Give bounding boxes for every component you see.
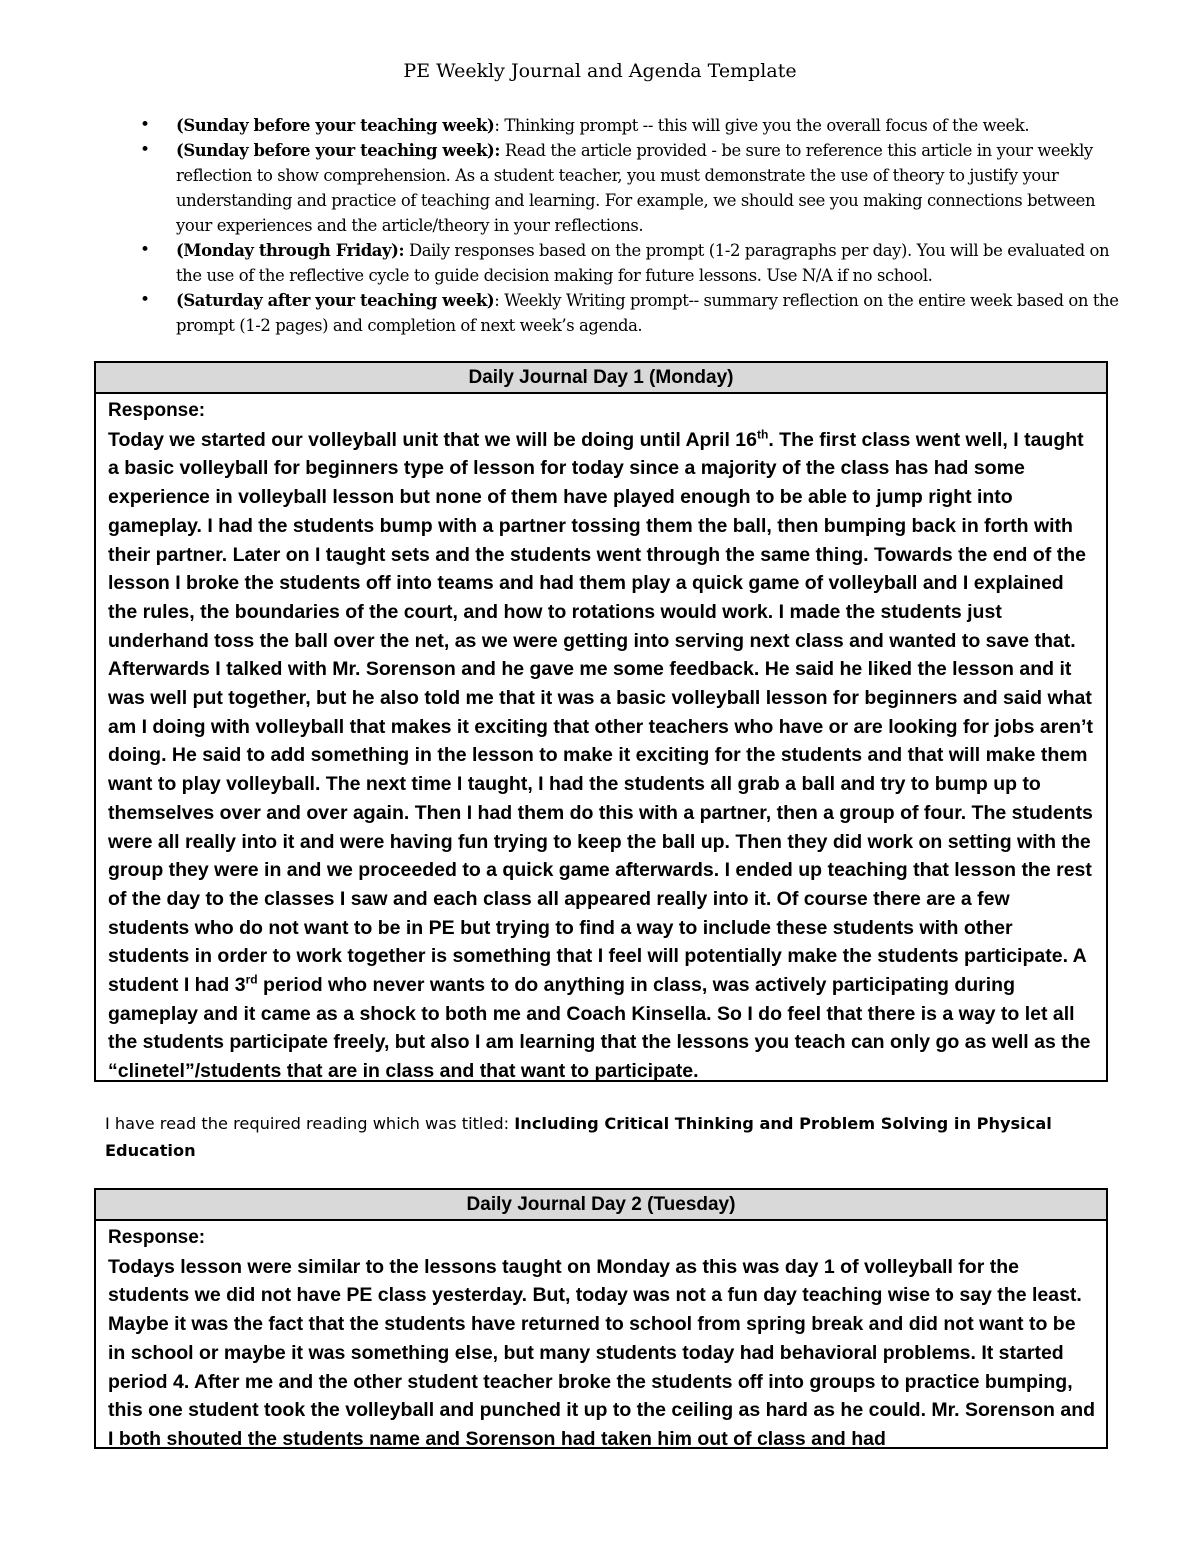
journal-day1-header: Daily Journal Day 1 (Monday): [96, 363, 1106, 394]
bullet-icon: •: [140, 140, 150, 160]
journal-day2-body: [96, 1221, 1106, 1454]
bullet-text: : Weekly Writing prompt-- summary reflection on the entire week based on the prompt (1-2 pages) and completion of next week’s agenda.: [176, 291, 1119, 335]
reading-prefix: I have read the required reading which was titled:: [105, 1114, 515, 1133]
response-text-part: . The first class went well, I taught a basic volleyball for beginners type of lesson for today since a majority of the class has had some experience in volleyball lesson but none of them have played enough to be able to jump right into gameplay. I had the students bump with a partner tossing them the ball, then bumping back in forth with their partner. Later on I taught sets and the students went through the same thing. Towards the end of the lesson I broke the students off into teams and had them play a quick game of volleyball and I explained the rules, the boundaries of the court, and how to rotations would work. I made the students just underhand toss the ball over the net, as we were getting into serving next class and wanted to save that. Afterwards I talked with Mr. Sorenson and he gave me some feedback. He said he liked the lesson and it was well put together, but he also told me that it was a basic volleyball lesson for beginners and said what am I doing with volleyball that makes it exciting that other teachers who have or are looking for jobs aren’t doing. He said to add something in the lesson to make it exciting for the students and that will make them want to play volleyball. The next time I taught, I had the students all grab a ball and try to bump up to themselves over and over again. Then I had them do this with a partner, then a group of four. The students were all really into it and were having fun trying to keep the ball up. Then they did work on setting with the group they were in and we proceeded to a quick game afterwards. I ended up teaching that lesson the rest of the day to the classes I saw and each class all appeared really into it. Of course there are a few students who do not want to be in PE but trying to find a way to include these students with other students in order to work together is something that I feel will potentially make the students participate. A student I had 3: [108, 428, 1093, 997]
bullet-text: Read the article provided - be sure to reference this article in your weekly reflection to show comprehension. As a student teacher, you must demonstrate the use of theory to justify your understanding and practice of teaching and learning. For example, we should see you making connections between your experiences and the article/theory in your reflections.: [176, 141, 1096, 235]
bullet-icon: •: [140, 240, 150, 260]
response-label: Response:: [108, 1227, 206, 1248]
bullet-heading: (Monday through Friday):: [176, 241, 405, 260]
response-text-part: period who never wants to do anything in class, was actively participating during gameplay and it came as a shock to both me and Coach Kinsella. So I do feel that there is a way to let all the students participate freely, but also I am learning that the lessons you teach can only go as well as the “clinetel”/students that are in class and that want to participate.: [108, 974, 1091, 1083]
bullet-heading: (Sunday before your teaching week): [176, 116, 495, 135]
list-item: [140, 138, 1130, 238]
response-text-part: Today we started our volleyball unit that we will be doing until April 16: [108, 428, 757, 451]
list-item: [140, 113, 1130, 138]
superscript: th: [757, 427, 769, 442]
journal-day2-response-text: Todays lesson were similar to the lessons taught on Monday as this was day 1 of volleyball for the students we did not have PE class yesterday. But, today was not a fun day teaching wise to say the least. Maybe it was the fact that the students have returned to school from spring break and did not want to be in school or maybe it was something else, but many students today had behavioral problems. It started period 4. After me and the other student teacher broke the students off into groups to practice bumping, this one student took the volleyball and punched it up to the ceiling as hard as he could. Mr. Sorenson and I both shouted the students name and Sorenson had taken him out of class and had: [108, 1255, 1096, 1450]
journal-day1-body: [96, 394, 1106, 1086]
superscript: rd: [245, 972, 258, 987]
bullet-heading: (Sunday before your teaching week):: [176, 141, 501, 160]
bullet-icon: •: [140, 115, 150, 135]
list-item: [140, 288, 1130, 338]
journal-day2-table: [94, 1188, 1108, 1449]
bullet-icon: •: [140, 290, 150, 310]
bullet-text: : Thinking prompt -- this will give you the overall focus of the week.: [494, 116, 1030, 135]
reading-title: Including Critical Thinking and Problem Solving in Physical Education: [105, 1114, 1052, 1160]
document-title: PE Weekly Journal and Agenda Template: [403, 60, 797, 82]
bullet-heading: (Saturday after your teaching week): [176, 291, 495, 310]
journal-day2-header: Daily Journal Day 2 (Tuesday): [96, 1190, 1106, 1221]
list-item: [140, 238, 1130, 288]
journal-day1-response-text: [108, 426, 1096, 1086]
journal-day1-table: [94, 361, 1108, 1082]
instructions-list: [140, 113, 1130, 338]
required-reading-statement: [105, 1110, 1085, 1164]
bullet-text: Daily responses based on the prompt (1-2 paragraphs per day). You will be evaluated on the use of the reflective cycle to guide decision making for future lessons. Use N/A if no school.: [176, 241, 1110, 285]
response-label: Response:: [108, 400, 206, 421]
